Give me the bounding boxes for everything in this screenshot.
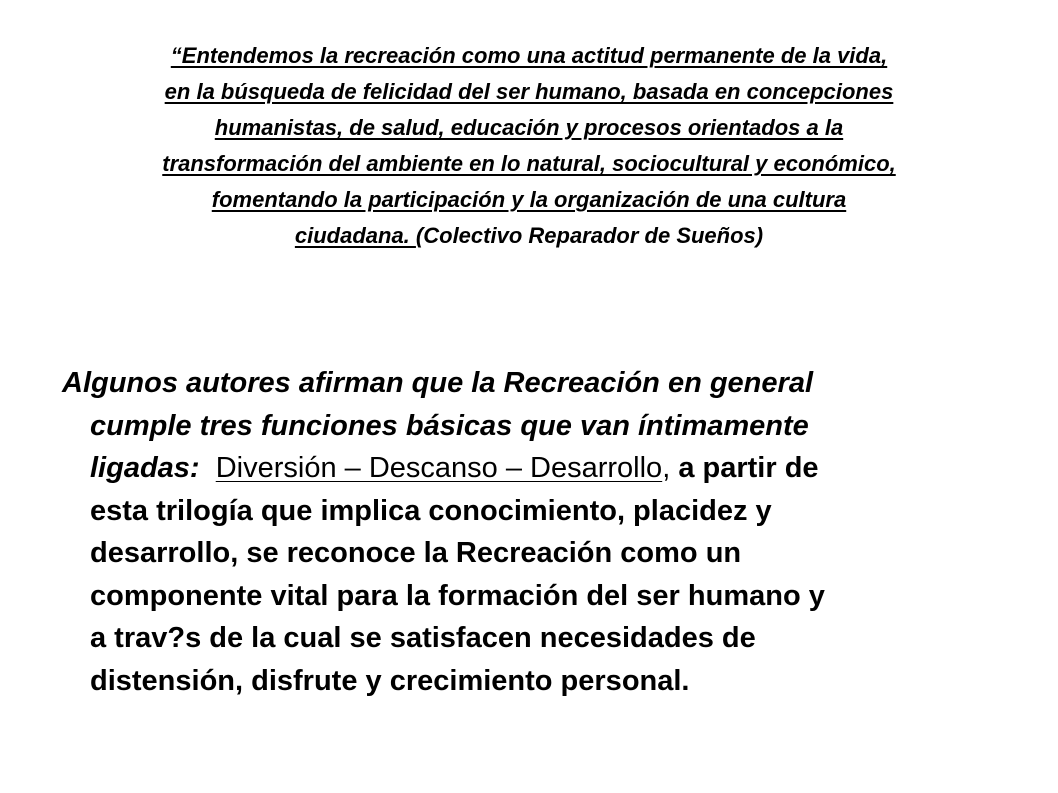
- body-line-3-lead: ligadas:: [90, 452, 200, 484]
- body-line-2: cumple tres funciones básicas que van íntimamente: [90, 409, 809, 442]
- body-line-4: esta trilogía que implica conocimiento, placidez y: [90, 494, 772, 527]
- body-line-7: a trav?s de la cual se satisfacen necesidades de: [90, 622, 756, 654]
- body-line-3-tail: a partir de: [670, 452, 819, 484]
- recreation-functions: Diversión – Descanso – Desarrollo: [215, 452, 663, 484]
- quote-line-3: humanistas, de salud, educación y procesos orientados a la: [214, 115, 844, 140]
- quote-line-5: fomentando la participación y la organización de una cultura: [211, 187, 847, 212]
- body-line-3-comma: ,: [662, 452, 671, 484]
- quote-block: [30, 38, 1028, 254]
- body-paragraph: [62, 362, 1022, 702]
- quote-line-1: “Entendemos la recreación como una actitud permanente de la vida,: [170, 43, 888, 68]
- quote-line-6: ciudadana.: [294, 223, 416, 248]
- body-line-5: desarrollo, se reconoce la Recreación como un: [90, 537, 742, 569]
- quote-line-4: transformación del ambiente en lo natural, sociocultural y económico,: [162, 151, 896, 176]
- quote-line-2: en la búsqueda de felicidad del ser humano, basada en concepciones: [164, 79, 894, 104]
- quote-attribution: (Colectivo Reparador de Sueños): [415, 223, 764, 248]
- body-line-6: componente vital para la formación del ser humano y: [90, 579, 825, 612]
- body-line-3: [62, 447, 1022, 490]
- body-line-1: Algunos autores afirman que la Recreación en general: [62, 367, 813, 399]
- body-line-8: distensión, disfrute y crecimiento personal.: [90, 664, 690, 697]
